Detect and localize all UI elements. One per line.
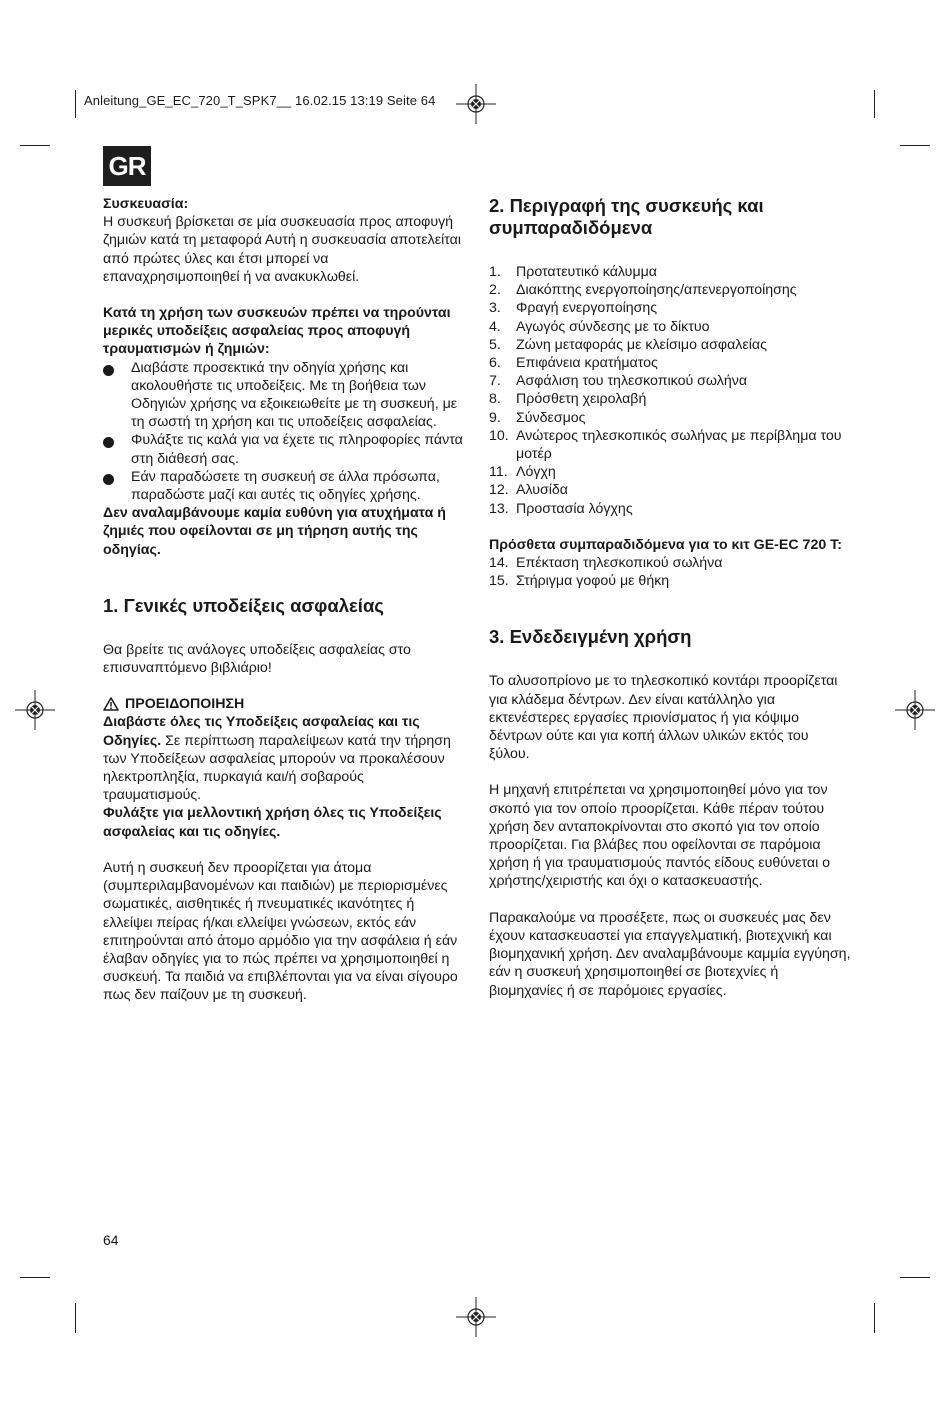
keep-instructions: Φυλάξτε για μελλοντική χρήση όλες τις Υποδείξεις ασφαλείας και τις οδηγίες. [103,805,442,840]
list-item: 5. Ζώνη μεταφοράς με κλείσιμο ασφαλείας [489,336,767,353]
packaging-text: Η συσκευή βρίσκεται σε μία συσκευασία προς αποφυγή ζημιών κατά τη μεταφορά Αυτή η συσκευασία αποτελείται από πρώτες ύλες και έτσι μπορεί να επαναχρησιμοποιηθεί ή να ανακυκλωθεί. [103,214,461,285]
section-3-title: 3. Ενδεδειγμένη χρήση [489,626,692,648]
list-item: Διαβάστε προσεκτικά την οδηγία χρήσης και ακολουθήστε τις υποδείξεις. Με τη βοήθεια των Οδηγιών χρήσης να εξοικειωθείτε με τη συσκευή, με τη σωστή τη χρήση και τις υποδείξεις ασφαλείας. [103,359,463,432]
warning-text: Σε περίπτωση παραλείψεων κατά την τήρηση των Υποδείξεων ασφαλείας μπορούν να προκαλέσουν ηλεκτροπληξία, πυρκαγιά και/ή σοβαρούς τραυματισμούς. [103,732,451,804]
crop-mark [20,145,50,146]
list-item: 3. Φραγή ενεργοποίησης [489,300,658,317]
kit-title: Πρόσθετα συμπαραδιδόμενα για το κιτ GE-EC 720 T: [489,536,842,553]
print-slug: Anleitung_GE_EC_720_T_SPK7__ 16.02.15 13:19 Seite 64 [84,93,436,108]
left-column [103,195,463,1005]
list-item: 8. Πρόσθετη χειρολαβή [489,391,647,408]
parts-list [489,263,851,518]
registration-mark-icon [456,1297,496,1337]
section-1-text: Θα βρείτε τις ανάλογες υποδείξεις ασφαλείας στο επισυναπτόμενο βιβλιάριο! [103,641,411,677]
bullet-icon [103,365,114,376]
list-item: 1. Προτατευτικό κάλυμμα [489,264,657,280]
list-item: 10. Ανώτερος τηλεσκοπικός σωλήνας με περίβλημα του μοτέρ [489,427,842,463]
crop-mark [900,145,930,146]
use-paragraph-2: Η μηχανή επιτρέπεται να χρησιμοποιηθεί μόνο για τον σκοπό για τον οποίο προορίζεται. Κάθε πέραν τούτου χρήση δεν ανταποκρίνονται στο σκοπό για τον οποίο προορίζεται. Για βλάβες που οφείλονται σε παρόμοια χρήση ή για τραυματισμούς παντός είδους ευθύνεται ο χρήστης/χειριστής και όχι ο κατασκευαστής. [489,782,831,890]
warning-paragraph [103,713,463,804]
list-item: Φυλάξτε τις καλά για να έχετε τις πληροφορίες πάντα στη διάθεσή σας. [103,431,463,467]
list-item: Εάν παραδώσετε τη συσκευή σε άλλα πρόσωπα, παραδώστε μαζί και αυτές τις οδηγίες χρήσης. [103,468,463,504]
safety-bullet-list [103,359,463,505]
crop-mark [75,90,76,118]
persons-text: Αυτή η συσκευή δεν προορίζεται για άτομα (συμπεριλαμβανομένων και παιδιών) με περιορισμένες σωματικές, αισθητικές ή πνευματικές ικανότητες ή ελλείψει πείρας ή/και ελλείψει γνώσεων, εκτός εάν επιτηρούνται από άτομο αρμόδιο για την ασφάλεια ή εάν έλαβαν οδηγίες για το πώς πρέπει να χρησιμοποιηθεί η συσκευή. Τα παιδιά να επιβλέπονται για να είναι σίγουρο πως δεν παίζουν με τη συσκευή. [103,859,458,1004]
list-item: 13. Προστασία λόγχης [489,500,633,517]
kit-list [489,554,851,590]
registration-mark-icon [15,690,55,730]
page-number: 64 [103,1232,119,1248]
warning-heading [103,695,463,713]
registration-mark-icon [456,84,496,124]
warning-label: ΠΡΟΕΙΔΟΠΟΙΗΣΗ [125,696,245,713]
bullet-icon [103,437,114,448]
packaging-title: Συσκευασία: [103,196,189,212]
list-item: 9. Σύνδεσμος [489,409,586,426]
bullet-icon [103,474,114,485]
section-1-title: 1. Γενικές υποδείξεις ασφαλείας [103,594,384,616]
registration-mark-icon [895,690,935,730]
crop-mark [20,1277,50,1278]
crop-mark [900,1277,930,1278]
list-item: 14. Επέκταση τηλεσκοπικού σωλήνα [489,555,723,572]
right-column [489,195,851,1000]
warning-bold: Διαβάστε όλες τις Υποδείξεις ασφαλείας και τις Οδηγίες. [103,714,420,749]
list-item: 2. Διακόπτης ενεργοποίησης/απενεργοποίησης [489,282,797,299]
liability-note: Δεν αναλαμβάνουμε καμία ευθύνη για ατυχήματα ή ζημιές που οφείλονται σε μη τήρηση αυτής της οδηγίας. [103,505,446,558]
section-2-title: 2. Περιγραφή της συσκευής και συμπαραδιδόμενα [489,195,764,238]
language-badge: GR [103,146,151,186]
crop-mark [874,90,875,118]
list-item: 4. Αγωγός σύνδεσης με το δίκτυο [489,318,710,335]
safety-intro: Κατά τη χρήση των συσκευών πρέπει να τηρούνται μερικές υποδείξεις ασφαλείας προς αποφυγή τραυματισμών ή ζημιών: [103,305,451,358]
list-item: 15. Στήριγμα γοφού με θήκη [489,573,670,590]
list-item: 11. Λόγχη [489,464,556,481]
list-item: 7. Ασφάλιση του τηλεσκοπικού σωλήνα [489,373,748,390]
use-paragraph-1: Το αλυσοπρίονο με το τηλεσκοπικό κοντάρι προορίζεται για κλάδεμα δέντρων. Δεν είναι κατάλληλο για εκτενέστερες εργασίες πριονίσματος ή για κόψιμο δέντρων ούτε και για κοπή άλλων υλικών εκτός του ξύλου. [489,673,838,763]
warning-triangle-icon [103,697,119,711]
use-paragraph-3: Παρακαλούμε να προσέξετε, πως οι συσκευές μας δεν έχουν κατασκευαστεί για επαγγελματική, βιοτεχνική και βιομηχανική χρήση. Δεν αναλαμβάνουμε καμμία εγγύηση, εάν η συσκευή χρησιμοποιηθεί σε βιοτεχνίες ή βιομηχανίες ή σε παρόμοιες εργασίες. [489,909,851,999]
crop-mark [874,1303,875,1333]
list-item: 6. Επιφάνεια κρατήματος [489,355,658,372]
crop-mark [75,1303,76,1333]
list-item: 12. Αλυσίδα [489,482,568,499]
